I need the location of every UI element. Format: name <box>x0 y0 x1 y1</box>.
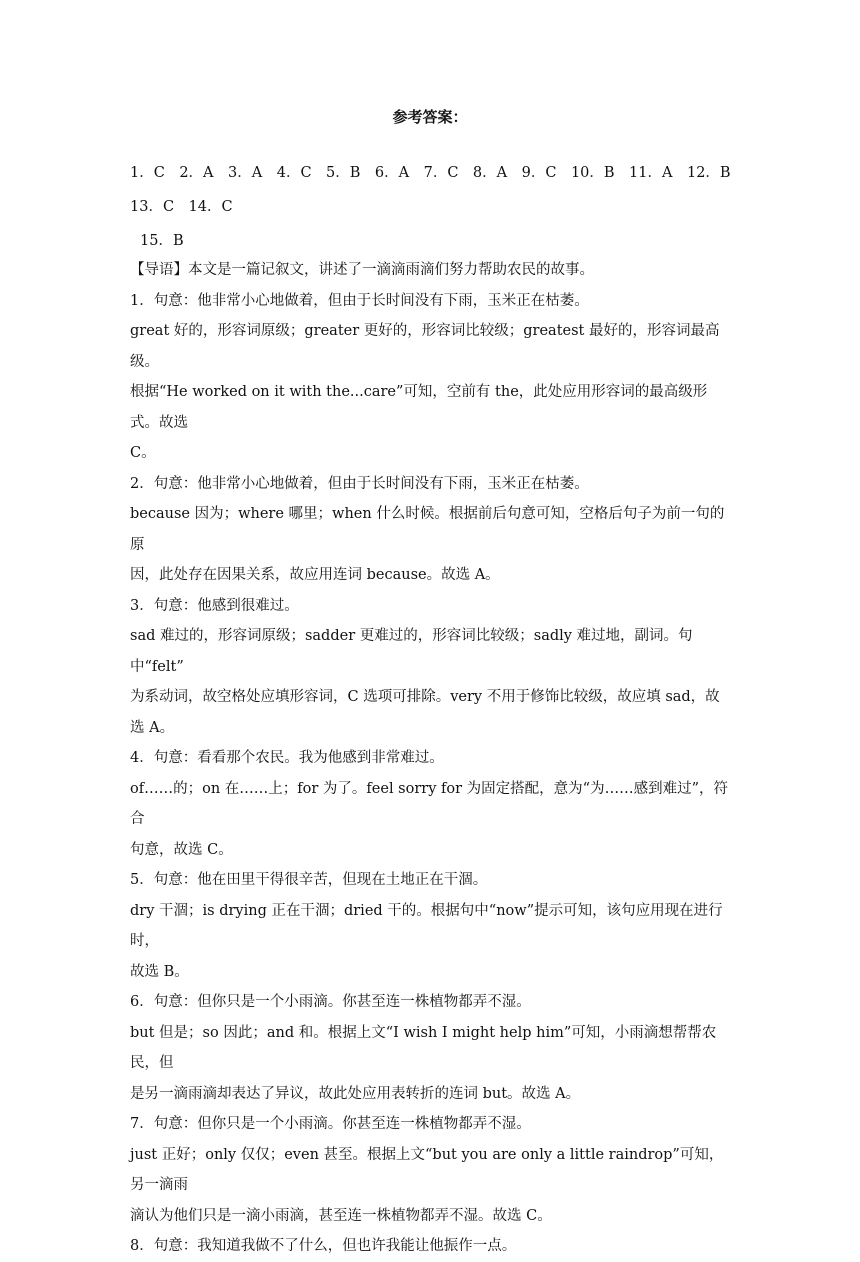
text-line: dry 干涸；is drying 正在干涸；dried 干的。根据句中“now”提示可知，该句应用现在进行时， <box>130 902 723 949</box>
text-line: 故选 B。 <box>130 963 189 980</box>
text-line: just 正好；only 仅仅；even 甚至。根据上文“but you are only a little raindrop”可知，另一滴雨 <box>130 1146 724 1193</box>
text-line: 句意，故选 C。 <box>130 841 233 858</box>
text-line: 7．句意：但你只是一个小雨滴。你甚至连一株植物都弄不湿。 <box>130 1116 531 1132</box>
intro-line: 【导语】本文是一篇记叙文，讲述了一滴滴雨滴们努力帮助农民的故事。 <box>130 262 594 278</box>
text-line: 因，此处存在因果关系，故应用连词 because。故选 A。 <box>130 567 500 583</box>
text-line: 滴认为他们只是一滴小雨滴，甚至连一株植物都弄不湿。故选 C。 <box>130 1207 552 1224</box>
text-line: 2．句意：他非常小心地做着，但由于长时间没有下雨，玉米正在枯萎。 <box>130 475 589 492</box>
text-line: but 但是；so 因此；and 和。根据上文“I wish I might help him”可知，小雨滴想帮帮农民，但 <box>130 1024 717 1071</box>
text-line: great 好的，形容词原级；greater 更好的，形容词比较级；greatest 最好的，形容词最高级。 <box>130 323 720 370</box>
page-title: 参考答案： <box>392 108 468 126</box>
text-line: 根据“He worked on it with the...care”可知，空前有 the，此处应用形容词的最高级形式。故选 <box>130 384 708 431</box>
text-line: 1．句意：他非常小心地做着，但由于长时间没有下雨，玉米正在枯萎。 <box>130 292 589 309</box>
explanation-text <box>130 255 735 1262</box>
text-line: because 因为；where 哪里；when 什么时候。根据前后句意可知，空格后句子为前一句的原 <box>130 506 725 553</box>
text-line: 为系动词，故空格处应填形容词，C 选项可排除。very 不用于修饰比较级，故应填 sad，故 <box>130 689 720 705</box>
text-line: 8．句意：我知道我做不了什么，但也许我能让他振作一点。 <box>130 1238 517 1254</box>
text-line: 4．句意：看看那个农民。我为他感到非常难过。 <box>130 750 444 766</box>
text-line: sad 难过的，形容词原级；sadder 更难过的，形容词比较级；sadly 难过地，副词。句中“felt” <box>130 628 693 675</box>
answer-key-line: 1．C 2．A 3．A 4．C 5．B 6．A 7．C 8．A 9．C 10．B 11．A 12．B 13．C 14．C <box>130 165 746 215</box>
text-line: 6．句意：但你只是一个小雨滴。你甚至连一株植物都弄不湿。 <box>130 994 531 1010</box>
text-line: C。 <box>130 445 156 461</box>
text-line: 5．句意：他在田里干得很辛苦，但现在土地正在干涸。 <box>130 872 488 888</box>
text-line: 选 A。 <box>130 719 175 736</box>
text-line: 3．句意：他感到很难过。 <box>130 597 299 614</box>
text-line: 是另一滴雨滴却表达了异议，故此处应用表转折的连词 but。故选 A。 <box>130 1085 581 1102</box>
answer-key-line: 15．B <box>140 233 184 249</box>
answer-key <box>130 156 746 258</box>
text-line: of……的；on 在……上；for 为了。feel sorry for 为固定搭配，意为“为……感到难过”，符合 <box>130 780 728 827</box>
